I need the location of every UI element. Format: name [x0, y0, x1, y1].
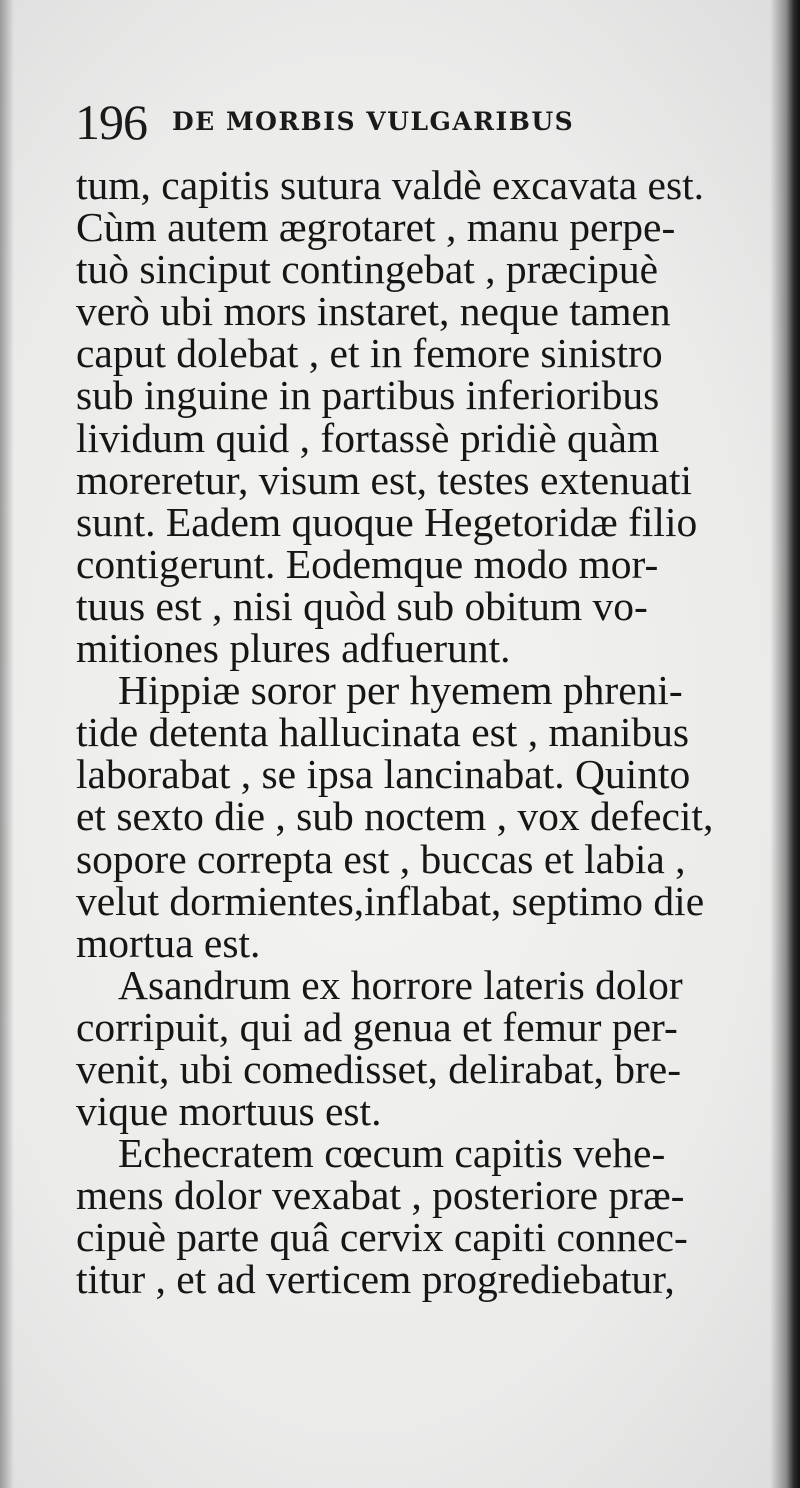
page-right-edge-shadow — [770, 0, 800, 1488]
text-line: Cùm autem ægrotaret , manu perpe- — [76, 204, 676, 251]
text-line: mitiones plures adfuerunt. — [76, 625, 511, 672]
text-line: tuus est , nisi quòd sub obitum vo- — [76, 582, 648, 629]
text-line: caput dolebat , et in femore sinistro — [76, 330, 663, 377]
body-text — [76, 164, 766, 1301]
text-line: cipuè parte quâ cervix capiti connec- — [76, 1214, 688, 1261]
paragraph-start-line: Hippiæ soror per hyemem phreni- — [118, 667, 683, 714]
text-line: mortua est. — [76, 919, 261, 966]
page-left-edge-shadow — [0, 0, 14, 1488]
text-line: sopore correpta est , buccas et labia , — [76, 835, 686, 882]
text-line: lividum quid , fortassè pridiè quàm — [76, 414, 660, 461]
text-line: sub inguine in partibus inferioribus — [76, 372, 660, 419]
text-line: verò ubi mors instaret, neque tamen — [76, 288, 671, 335]
text-line: vique mortuus est. — [76, 1088, 382, 1135]
text-line: tum, capitis sutura valdè excavata est. — [76, 162, 705, 208]
page-header — [75, 92, 755, 162]
text-line: sunt. Eadem quoque Hegetoridæ filio — [76, 498, 698, 545]
text-line: contigerunt. Eodemque modo mor- — [76, 540, 659, 587]
paragraph-start-line: Asandrum ex horrore lateris dolor — [118, 961, 683, 1008]
text-line: et sexto die , sub noctem , vox defecit, — [76, 793, 714, 840]
text-line: laborabat , se ipsa lancinabat. Quinto — [76, 751, 691, 798]
text-line: tuò sinciput contingebat , præcipuè — [76, 246, 659, 293]
paragraph-start-line: Echecratem cœcum capitis vehe- — [118, 1130, 666, 1177]
text-line: moreretur, visum est, testes extenuati — [76, 456, 693, 503]
text-line: venit, ubi comedisset, delirabat, bre- — [76, 1045, 682, 1092]
text-line: velut dormientes,inflabat, septimo die — [76, 877, 705, 924]
page-number: 196 — [75, 94, 147, 150]
text-line: titur , et ad verticem progrediebatur, — [76, 1256, 675, 1303]
running-head: DE MORBIS VULGARIBUS — [172, 107, 575, 136]
text-line: tide detenta hallucinata est , manibus — [76, 709, 690, 756]
text-line: corripuit, qui ad genua et femur per- — [76, 1003, 678, 1050]
text-line: mens dolor vexabat , posteriore præ- — [76, 1172, 685, 1219]
